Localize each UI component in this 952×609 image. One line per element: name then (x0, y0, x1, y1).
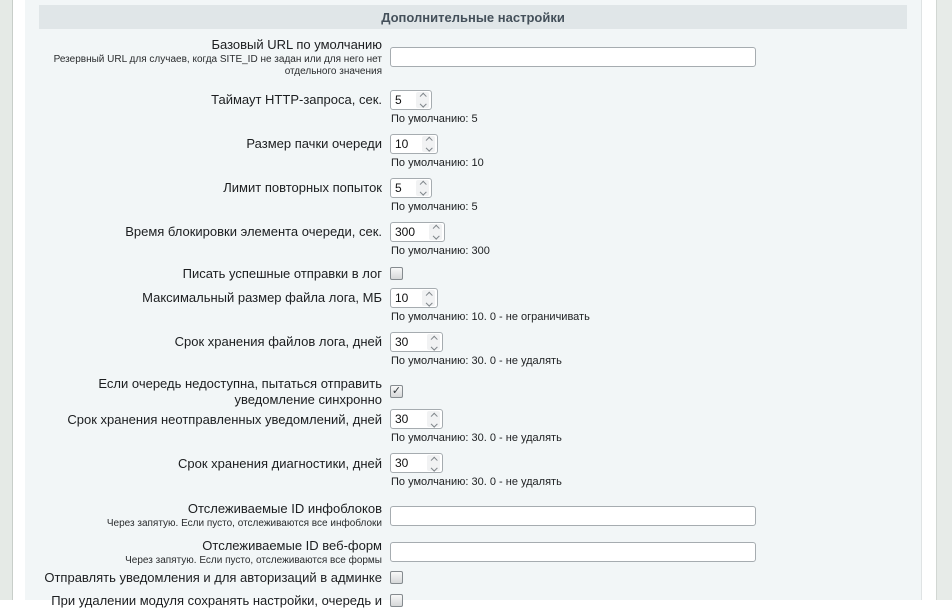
input-queue-batch-size[interactable]: 10 (390, 134, 438, 154)
field-label: Базовый URL по умолчанию (211, 37, 382, 52)
form-row-iblock-ids (25, 501, 921, 530)
field-label: При удалении модуля сохранять настройки, очередь и (51, 593, 382, 609)
number-spinner-icon[interactable] (427, 334, 440, 350)
form-row-admin-auth-notify (25, 570, 921, 586)
input-iblock-ids[interactable] (390, 506, 756, 526)
input-unsent-keep-days[interactable]: 30 (390, 409, 443, 429)
number-spinner-icon[interactable] (416, 180, 429, 196)
field-label: Писать успешные отправки в лог (182, 265, 382, 281)
form-row-send-sync (25, 376, 921, 407)
form-row-webform-ids (25, 538, 921, 567)
form-row-keep-on-uninstall (25, 593, 921, 609)
number-spinner-icon[interactable] (429, 224, 442, 240)
field-label: Таймаут HTTP-запроса, сек. (211, 91, 382, 107)
input-log-keep-days[interactable]: 30 (390, 332, 443, 352)
field-label: Время блокировки элемента очереди, сек. (125, 223, 382, 239)
number-spinner-icon[interactable] (427, 455, 440, 471)
field-label: Отслеживаемые ID веб-форм (202, 537, 382, 553)
checkbox-keep-on-uninstall[interactable] (390, 594, 403, 607)
field-label: Срок хранения диагностики, дней (178, 455, 382, 471)
form-row-diagnostics-keep-days (25, 453, 921, 489)
default-hint: По умолчанию: 10 (391, 156, 484, 169)
page-gutter-right (922, 0, 936, 600)
form-row-queue-batch (25, 134, 921, 169)
form-row-retry-limit (25, 178, 921, 213)
form-row-log-max-size (25, 288, 921, 324)
input-log-max-size[interactable]: 10 (390, 288, 438, 308)
default-hint: По умолчанию: 30. 0 - не удалять (391, 355, 562, 368)
field-label: Отправлять уведомления и для авторизаций в админке (44, 569, 382, 585)
number-spinner-icon[interactable] (427, 411, 440, 427)
form-row-unsent-keep-days (25, 409, 921, 445)
form-row-queue-lock-time (25, 222, 921, 257)
input-webform-ids[interactable] (390, 542, 756, 562)
number-spinner-icon[interactable] (422, 290, 435, 306)
field-label: Срок хранения неотправленных уведомлений, дней (67, 411, 382, 427)
checkbox-write-success-log[interactable] (390, 267, 403, 280)
default-hint: По умолчанию: 300 (391, 244, 490, 257)
field-note: Резервный URL для случаев, когда SITE_ID не задан или для него нет отдельного значения (53, 53, 382, 77)
input-diagnostics-keep-days[interactable]: 30 (390, 453, 443, 473)
settings-form (25, 0, 922, 609)
page-background-right (936, 0, 952, 600)
input-queue-lock-time[interactable]: 300 (390, 222, 445, 242)
checkbox-send-sync[interactable] (390, 385, 403, 398)
page-gutter-left (13, 0, 25, 600)
form-row-log-success (25, 266, 921, 282)
form-row-http-timeout (25, 90, 921, 125)
field-note: Через запятую. Если пусто, отслеживаются все инфоблоки (106, 517, 382, 529)
form-row-base-url (25, 37, 921, 78)
checkbox-admin-auth-notify[interactable] (390, 571, 403, 584)
default-hint: По умолчанию: 5 (391, 112, 478, 125)
section-title: Дополнительные настройки (381, 9, 565, 25)
field-note: Через запятую. Если пусто, отслеживаются все формы (125, 554, 382, 566)
input-http-timeout[interactable]: 5 (390, 90, 432, 110)
page-background-left (0, 0, 13, 600)
default-hint: По умолчанию: 30. 0 - не удалять (391, 476, 562, 489)
field-label: Отслеживаемые ID инфоблоков (187, 501, 382, 517)
input-base-url[interactable] (390, 47, 756, 67)
field-label: Если очередь недоступна, пытаться отправить уведомление синхронно (98, 376, 382, 407)
number-spinner-icon[interactable] (416, 92, 429, 108)
field-label: Лимит повторных попыток (223, 179, 382, 195)
field-label: Размер пачки очереди (246, 135, 382, 151)
field-label: Максимальный размер файла лога, МБ (142, 290, 382, 306)
form-row-log-keep-days (25, 332, 921, 368)
default-hint: По умолчанию: 30. 0 - не удалять (391, 432, 562, 445)
default-hint: По умолчанию: 10. 0 - не ограничивать (391, 311, 590, 324)
field-label: Срок хранения файлов лога, дней (174, 334, 382, 350)
input-retry-limit[interactable]: 5 (390, 178, 432, 198)
number-spinner-icon[interactable] (422, 136, 435, 152)
default-hint: По умолчанию: 5 (391, 200, 478, 213)
section-header (39, 5, 907, 29)
